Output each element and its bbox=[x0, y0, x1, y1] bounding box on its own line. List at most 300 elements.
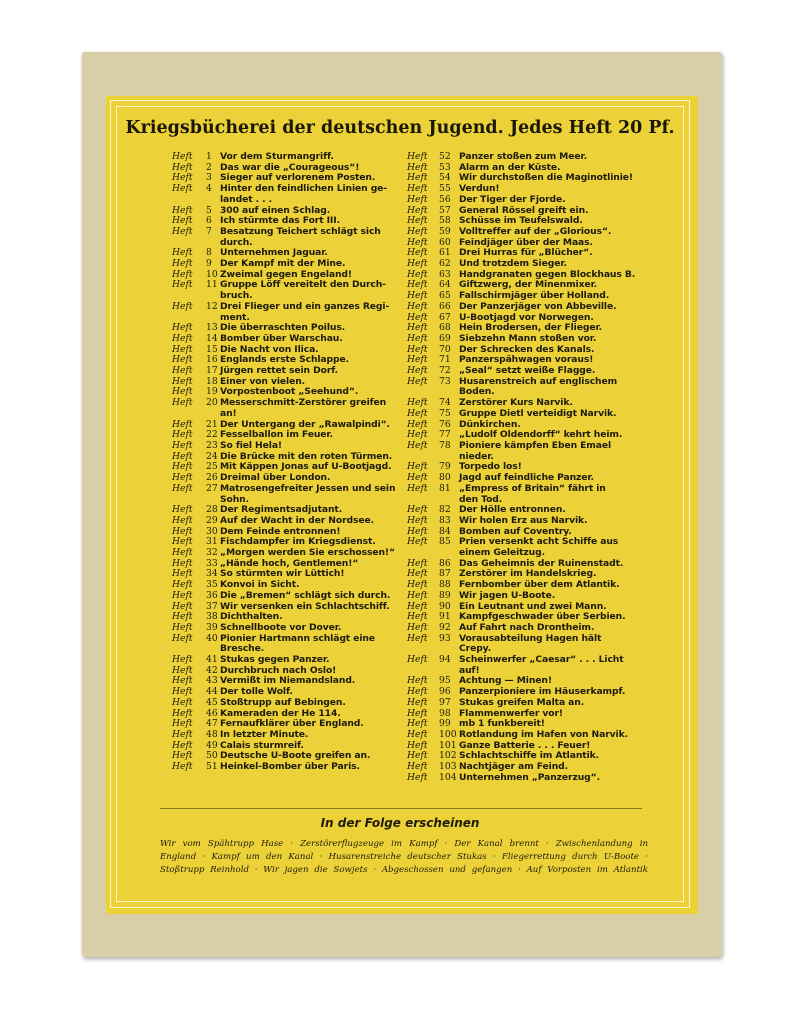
heft-label: Heft bbox=[172, 504, 193, 516]
heft-number: 68 bbox=[439, 322, 451, 334]
heft-label: Heft bbox=[172, 450, 193, 462]
booklet-list-left bbox=[172, 152, 400, 773]
heft-label: Heft bbox=[172, 161, 193, 173]
heft-title: landet . . . bbox=[220, 193, 272, 205]
booklet-entry bbox=[172, 516, 400, 527]
heft-title: „Hände hoch, Gentlemen!“ bbox=[220, 557, 359, 569]
heft-title: bruch. bbox=[220, 290, 253, 302]
heft-title: Pionier Hartmann schlägt eine bbox=[220, 632, 375, 644]
booklet-list-right bbox=[407, 152, 647, 783]
heft-label: Heft bbox=[172, 418, 193, 430]
heft-title: Stoßtrupp auf Bebingen. bbox=[220, 696, 346, 708]
heft-number: 41 bbox=[206, 654, 218, 666]
heft-title: In letzter Minute. bbox=[220, 728, 309, 740]
heft-title: Flammenwerfer vor! bbox=[459, 707, 563, 719]
heft-number: 64 bbox=[439, 279, 451, 291]
heft-title: Zweimal gegen Engeland! bbox=[220, 268, 352, 280]
heft-label: Heft bbox=[172, 172, 193, 184]
heft-title: Drei Flieger und ein ganzes Regi- bbox=[220, 300, 390, 312]
heft-label: Heft bbox=[172, 589, 193, 601]
heft-label: Heft bbox=[407, 654, 428, 666]
heft-title: Nachtjäger am Feind. bbox=[459, 761, 569, 773]
section-divider bbox=[160, 808, 642, 809]
heft-label: Heft bbox=[407, 761, 428, 773]
heft-label: Heft bbox=[407, 365, 428, 377]
heft-number: 8 bbox=[206, 247, 212, 259]
heft-label: Heft bbox=[172, 279, 193, 291]
heft-title: Einer von vielen. bbox=[220, 375, 306, 387]
heft-number: 53 bbox=[439, 161, 451, 173]
heft-title: Dreimal über London. bbox=[220, 472, 331, 484]
heft-title: 300 auf einen Schlag. bbox=[220, 204, 331, 216]
heft-label: Heft bbox=[407, 290, 428, 302]
booklet-entry bbox=[172, 591, 400, 602]
heft-title: Alarm an der Küste. bbox=[459, 161, 561, 173]
heft-title: Der Kampf mit der Mine. bbox=[220, 258, 346, 270]
heft-number: 23 bbox=[206, 439, 218, 451]
heft-number: 56 bbox=[439, 193, 451, 205]
heft-label bbox=[172, 195, 206, 206]
heft-number: 77 bbox=[439, 429, 451, 441]
heft-number: 88 bbox=[439, 579, 451, 591]
heft-number: 32 bbox=[206, 547, 218, 559]
heft-title: Panzer stoßen zum Meer. bbox=[459, 151, 587, 162]
heft-label: Heft bbox=[407, 343, 428, 355]
booklet-entry bbox=[407, 516, 647, 527]
heft-title: Bomben auf Coventry. bbox=[459, 525, 572, 537]
booklet-entry bbox=[407, 484, 647, 495]
heft-label: Heft bbox=[407, 750, 428, 762]
heft-label: Heft bbox=[407, 525, 428, 537]
heft-title: Pioniere kämpfen Eben Emael bbox=[459, 439, 612, 451]
heft-number: 79 bbox=[439, 461, 451, 473]
heft-number: 18 bbox=[206, 375, 218, 387]
heft-number: 9 bbox=[206, 258, 212, 270]
heft-label: Heft bbox=[407, 247, 428, 259]
heft-title: Bresche. bbox=[220, 643, 265, 655]
heft-number: 93 bbox=[439, 632, 451, 644]
heft-title: Das war die „Courageous“! bbox=[220, 161, 360, 173]
heft-title: Matrosengefreiter Jessen und sein bbox=[220, 482, 396, 494]
heft-number: 19 bbox=[206, 386, 218, 398]
heft-label: Heft bbox=[407, 258, 428, 270]
heft-number: 46 bbox=[206, 707, 218, 719]
heft-label: Heft bbox=[407, 482, 428, 494]
heft-label: Heft bbox=[172, 461, 193, 473]
heft-title: Sohn. bbox=[220, 493, 250, 505]
heft-title: Und trotzdem Sieger. bbox=[459, 258, 567, 270]
heft-title: Feindjäger über der Maas. bbox=[459, 236, 593, 248]
heft-title: Verdun! bbox=[459, 183, 500, 195]
heft-number: 34 bbox=[206, 568, 218, 580]
heft-label: Heft bbox=[407, 739, 428, 751]
heft-label: Heft bbox=[407, 279, 428, 291]
heft-title: Schüsse im Teufelswald. bbox=[459, 215, 583, 227]
heft-number: 58 bbox=[439, 215, 451, 227]
heft-title: Deutsche U-Boote greifen an. bbox=[220, 750, 371, 762]
heft-label: Heft bbox=[172, 664, 193, 676]
heft-title: Das Geheimnis der Ruinenstadt. bbox=[459, 557, 624, 569]
heft-title: Vorpostenboot „Seehund“. bbox=[220, 386, 359, 398]
heft-title: Kampfgeschwader über Serbien. bbox=[459, 611, 626, 623]
heft-title: So fiel Hela! bbox=[220, 439, 283, 451]
heft-label: Heft bbox=[172, 761, 193, 773]
heft-label: Heft bbox=[172, 600, 193, 612]
heft-title: Wir versenken ein Schlachtschiff. bbox=[220, 600, 390, 612]
heft-number: 71 bbox=[439, 354, 451, 366]
heft-number: 43 bbox=[206, 675, 218, 687]
heft-title: Dichthalten. bbox=[220, 611, 283, 623]
heft-label: Heft bbox=[172, 215, 193, 227]
heft-label: Heft bbox=[407, 268, 428, 280]
heft-title: General Rössel greift ein. bbox=[459, 204, 589, 216]
heft-number: 62 bbox=[439, 258, 451, 270]
heft-title: Auf der Wacht in der Nordsee. bbox=[220, 514, 375, 526]
heft-label: Heft bbox=[407, 172, 428, 184]
heft-title: den Tod. bbox=[459, 493, 503, 505]
heft-title: Vorausabteilung Hagen hält bbox=[459, 632, 602, 644]
heft-number: 60 bbox=[439, 236, 451, 248]
heft-label: Heft bbox=[407, 215, 428, 227]
heft-number: 99 bbox=[439, 718, 451, 730]
heft-label: Heft bbox=[172, 225, 193, 237]
booklet-entry bbox=[407, 409, 647, 420]
heft-title: Jagd auf feindliche Panzer. bbox=[459, 472, 594, 484]
heft-label: Heft bbox=[407, 472, 428, 484]
heft-title: Der Panzerjäger von Abbeville. bbox=[459, 300, 617, 312]
heft-number: 61 bbox=[439, 247, 451, 259]
heft-number: 90 bbox=[439, 600, 451, 612]
heft-title: Der Regimentsadjutant. bbox=[220, 504, 343, 516]
heft-label: Heft bbox=[407, 718, 428, 730]
heft-number: 31 bbox=[206, 536, 218, 548]
heft-title: Prien versenkt acht Schiffe aus bbox=[459, 536, 619, 548]
booklet-entry bbox=[172, 484, 400, 495]
heft-label: Heft bbox=[407, 675, 428, 687]
heft-number: 52 bbox=[439, 151, 451, 162]
heft-label: Heft bbox=[172, 354, 193, 366]
heft-label: Heft bbox=[407, 621, 428, 633]
heft-label: Heft bbox=[407, 193, 428, 205]
heft-title: Wir jagen U-Boote. bbox=[459, 589, 556, 601]
upcoming-line: Wir vom Spähtrupp Hase · Zerstörerflugzeuge im Kampf · Der Kanal brennt · Zwischenlandung in bbox=[160, 839, 648, 849]
heft-number: 13 bbox=[206, 322, 218, 334]
booklet-entry bbox=[407, 773, 647, 784]
heft-number: 44 bbox=[206, 686, 218, 698]
heft-number: 29 bbox=[206, 514, 218, 526]
heft-title: Gruppe Löff vereitelt den Durch- bbox=[220, 279, 386, 291]
heft-title: Vor dem Sturmangriff. bbox=[220, 151, 334, 162]
heft-label: Heft bbox=[407, 728, 428, 740]
heft-label: Heft bbox=[172, 397, 193, 409]
heft-title: Messerschmitt-Zerstörer greifen an! bbox=[220, 397, 387, 419]
heft-title: Volltreffer auf der „Glorious“. bbox=[459, 225, 612, 237]
heft-label: Heft bbox=[172, 322, 193, 334]
heft-number: 96 bbox=[439, 686, 451, 698]
heft-label: Heft bbox=[407, 439, 428, 451]
heft-label: Heft bbox=[172, 536, 193, 548]
heft-number: 27 bbox=[206, 482, 218, 494]
heft-number: 30 bbox=[206, 525, 218, 537]
heft-label: Heft bbox=[407, 568, 428, 580]
heft-label: Heft bbox=[172, 675, 193, 687]
heft-number: 7 bbox=[206, 225, 212, 237]
heft-number: 59 bbox=[439, 225, 451, 237]
heft-number: 74 bbox=[439, 397, 451, 409]
heft-title: Fischdampfer im Kriegsdienst. bbox=[220, 536, 376, 548]
heft-title: Durchbruch nach Oslo! bbox=[220, 664, 337, 676]
heft-number: 38 bbox=[206, 611, 218, 623]
heft-number: 97 bbox=[439, 696, 451, 708]
heft-title: Vermißt im Niemandsland. bbox=[220, 675, 356, 687]
heft-title: Ganze Batterie . . . Feuer! bbox=[459, 739, 591, 751]
heft-label: Heft bbox=[172, 247, 193, 259]
heft-number: 66 bbox=[439, 300, 451, 312]
heft-title: Panzerspähwagen voraus! bbox=[459, 354, 594, 366]
heft-number: 51 bbox=[206, 761, 218, 773]
heft-label: Heft bbox=[407, 418, 428, 430]
heft-title: Heinkel-Bomber über Paris. bbox=[220, 761, 360, 773]
heft-title: Panzerpioniere im Häuserkampf. bbox=[459, 686, 626, 698]
heft-number: 1 bbox=[206, 151, 212, 162]
upcoming-heading: In der Folge erscheinen bbox=[320, 816, 480, 830]
heft-title: Ich stürmte das Fort III. bbox=[220, 215, 340, 227]
heft-label: Heft bbox=[407, 632, 428, 644]
heft-label: Heft bbox=[407, 557, 428, 569]
booklet-entry bbox=[407, 302, 647, 313]
heft-number: 28 bbox=[206, 504, 218, 516]
heft-title: Englands erste Schlappe. bbox=[220, 354, 350, 366]
booklet-entry bbox=[172, 762, 400, 773]
heft-label: Heft bbox=[407, 204, 428, 216]
heft-number: 11 bbox=[206, 279, 218, 291]
heft-number: 22 bbox=[206, 429, 218, 441]
heft-title: Scheinwerfer „Caesar“ . . . Licht auf! bbox=[459, 654, 624, 676]
heft-label: Heft bbox=[172, 183, 193, 195]
heft-number: 76 bbox=[439, 418, 451, 430]
heft-number: 94 bbox=[439, 654, 451, 666]
heft-number: 48 bbox=[206, 728, 218, 740]
heft-title: Schnellboote vor Dover. bbox=[220, 621, 342, 633]
heft-title: Stukas gegen Panzer. bbox=[220, 654, 330, 666]
heft-label: Heft bbox=[172, 686, 193, 698]
upcoming-line: Stoßtrupp Reinhold · Wir jagen die Sowjets · Abgeschossen und gefangen · Auf Vorposten im Atlantik bbox=[160, 865, 648, 875]
heft-label: Heft bbox=[172, 728, 193, 740]
heft-number: 86 bbox=[439, 557, 451, 569]
heft-number: 67 bbox=[439, 311, 451, 323]
heft-number: 5 bbox=[206, 204, 212, 216]
heft-number: 39 bbox=[206, 621, 218, 633]
heft-number: 33 bbox=[206, 557, 218, 569]
heft-title: Auf Fahrt nach Drontheim. bbox=[459, 621, 595, 633]
heft-label: Heft bbox=[172, 739, 193, 751]
heft-number: 69 bbox=[439, 332, 451, 344]
heft-title: Drei Hurras für „Blücher“. bbox=[459, 247, 593, 259]
heft-title: Mit Käppen Jonas auf U-Bootjagd. bbox=[220, 461, 392, 473]
heft-number: 78 bbox=[439, 439, 451, 451]
heft-number: 24 bbox=[206, 450, 218, 462]
heft-label: Heft bbox=[172, 557, 193, 569]
heft-number: 102 bbox=[439, 750, 457, 762]
heft-label: Heft bbox=[407, 183, 428, 195]
heft-title: Zerstörer im Handelskrieg. bbox=[459, 568, 597, 580]
heft-title: Die Nacht von Ilica. bbox=[220, 343, 319, 355]
heft-label: Heft bbox=[172, 375, 193, 387]
heft-title: mb 1 funkbereit! bbox=[459, 718, 545, 730]
heft-title: Handgranaten gegen Blockhaus B. bbox=[459, 268, 636, 280]
heft-number: 101 bbox=[439, 739, 457, 751]
heft-title: nieder. bbox=[459, 450, 494, 462]
heft-title: Bomber über Warschau. bbox=[220, 332, 343, 344]
heft-number: 15 bbox=[206, 343, 218, 355]
heft-title: Torpedo los! bbox=[459, 461, 522, 473]
booklet-entry bbox=[407, 634, 647, 645]
booklet-entry bbox=[407, 441, 647, 452]
heft-label: Heft bbox=[407, 589, 428, 601]
heft-title: U-Bootjagd vor Norwegen. bbox=[459, 311, 594, 323]
heft-number: 70 bbox=[439, 343, 451, 355]
heft-number: 57 bbox=[439, 204, 451, 216]
heft-label: Heft bbox=[172, 439, 193, 451]
heft-title: Rotlandung im Hafen von Narvik. bbox=[459, 728, 628, 740]
heft-title: „Morgen werden Sie erschossen!“ bbox=[220, 547, 395, 559]
heft-number: 45 bbox=[206, 696, 218, 708]
booklet-entry bbox=[172, 398, 400, 419]
heft-label: Heft bbox=[407, 397, 428, 409]
heft-label: Heft bbox=[172, 654, 193, 666]
heft-title: Der Tiger der Fjorde. bbox=[459, 193, 566, 205]
heft-number: 3 bbox=[206, 172, 212, 184]
heft-number: 80 bbox=[439, 472, 451, 484]
heft-title: Die überraschten Poilus. bbox=[220, 322, 346, 334]
heft-label: Heft bbox=[407, 611, 428, 623]
booklet-entry bbox=[172, 280, 400, 291]
booklet-entry bbox=[172, 302, 400, 313]
heft-title: Ein Leutnant und zwei Mann. bbox=[459, 600, 607, 612]
booklet-entry bbox=[172, 184, 400, 195]
heft-number: 75 bbox=[439, 407, 451, 419]
booklet-entry bbox=[407, 655, 647, 676]
heft-number: 47 bbox=[206, 718, 218, 730]
heft-number: 89 bbox=[439, 589, 451, 601]
booklet-entry bbox=[407, 195, 647, 206]
heft-title: Der Schrecken des Kanals. bbox=[459, 343, 595, 355]
heft-number: 26 bbox=[206, 472, 218, 484]
booklet-entry bbox=[407, 591, 647, 602]
heft-number: 12 bbox=[206, 300, 218, 312]
heft-number: 54 bbox=[439, 172, 451, 184]
heft-title: Dem Feinde entronnen! bbox=[220, 525, 341, 537]
upcoming-line: England · Kampf um den Kanal · Husarenstreiche deutscher Stukas · Fliegerrettung durch U-Boote · bbox=[160, 852, 648, 862]
heft-number: 42 bbox=[206, 664, 218, 676]
heft-label: Heft bbox=[172, 568, 193, 580]
heft-number: 98 bbox=[439, 707, 451, 719]
heft-number: 95 bbox=[439, 675, 451, 687]
heft-number: 17 bbox=[206, 365, 218, 377]
heft-number: 50 bbox=[206, 750, 218, 762]
heft-label: Heft bbox=[407, 354, 428, 366]
heft-number: 49 bbox=[206, 739, 218, 751]
heft-number: 72 bbox=[439, 365, 451, 377]
heft-label: Heft bbox=[172, 204, 193, 216]
heft-label: Heft bbox=[172, 429, 193, 441]
heft-label: Heft bbox=[172, 611, 193, 623]
heft-label: Heft bbox=[172, 525, 193, 537]
heft-title: Zerstörer Kurs Narvik. bbox=[459, 397, 573, 409]
heft-title: Giftzwerg, der Minenmixer. bbox=[459, 279, 598, 291]
heft-number: 2 bbox=[206, 161, 212, 173]
heft-title: Fesselballon im Feuer. bbox=[220, 429, 333, 441]
heft-title: Sieger auf verlorenem Posten. bbox=[220, 172, 376, 184]
heft-label: Heft bbox=[172, 482, 193, 494]
heft-number: 36 bbox=[206, 589, 218, 601]
heft-title: Wir durchstoßen die Maginotlinie! bbox=[459, 172, 633, 184]
heft-number: 65 bbox=[439, 290, 451, 302]
booklet-entry bbox=[407, 377, 647, 388]
heft-title: Der Untergang der „Rawalpindi“. bbox=[220, 418, 390, 430]
heft-label: Heft bbox=[172, 472, 193, 484]
heft-title: Die Brücke mit den roten Türmen. bbox=[220, 450, 393, 462]
heft-label: Heft bbox=[407, 161, 428, 173]
heft-title: Fernaufklärer über England. bbox=[220, 718, 364, 730]
heft-label: Heft bbox=[407, 504, 428, 516]
heft-title: Schlachtschiffe im Atlantik. bbox=[459, 750, 600, 762]
heft-title: Konvoi in Sicht. bbox=[220, 579, 300, 591]
heft-number: 87 bbox=[439, 568, 451, 580]
heft-label: Heft bbox=[172, 514, 193, 526]
heft-number: 37 bbox=[206, 600, 218, 612]
heft-label: Heft bbox=[172, 343, 193, 355]
heft-title: Dünkirchen. bbox=[459, 418, 521, 430]
heft-number: 20 bbox=[206, 397, 218, 409]
heft-label: Heft bbox=[407, 600, 428, 612]
booklet-entry bbox=[172, 634, 400, 645]
heft-number: 82 bbox=[439, 504, 451, 516]
heft-label: Heft bbox=[172, 621, 193, 633]
heft-label: Heft bbox=[172, 268, 193, 280]
heft-title: Achtung — Minen! bbox=[459, 675, 552, 687]
heft-label: Heft bbox=[407, 225, 428, 237]
heft-label: Heft bbox=[407, 429, 428, 441]
heft-title: Hinter den feindlichen Linien ge- bbox=[220, 183, 388, 195]
heft-label: Heft bbox=[172, 579, 193, 591]
heft-title: Siebzehn Mann stoßen vor. bbox=[459, 332, 597, 344]
heft-number: 63 bbox=[439, 268, 451, 280]
heft-label: Heft bbox=[172, 696, 193, 708]
heft-label: Heft bbox=[172, 718, 193, 730]
heft-title: Unternehmen Jaguar. bbox=[220, 247, 328, 259]
heft-label: Heft bbox=[407, 332, 428, 344]
heft-title: Unternehmen „Panzerzug“. bbox=[459, 771, 600, 783]
heft-number: 55 bbox=[439, 183, 451, 195]
booklet-entry bbox=[172, 227, 400, 238]
heft-number: 14 bbox=[206, 332, 218, 344]
booklet-entry bbox=[172, 698, 400, 709]
heft-number: 103 bbox=[439, 761, 457, 773]
heft-number: 40 bbox=[206, 632, 218, 644]
heft-number: 91 bbox=[439, 611, 451, 623]
heft-title: Husarenstreich auf englischem bbox=[459, 375, 618, 387]
heft-title: Der Hölle entronnen. bbox=[459, 504, 566, 516]
heft-number: 6 bbox=[206, 215, 212, 227]
heft-title: Der tolle Wolf. bbox=[220, 686, 293, 698]
heft-title: Wir holen Erz aus Narvik. bbox=[459, 514, 588, 526]
heft-number bbox=[206, 195, 220, 206]
heft-number: 35 bbox=[206, 579, 218, 591]
heft-number: 83 bbox=[439, 514, 451, 526]
heft-label: Heft bbox=[172, 547, 193, 559]
heft-label: Heft bbox=[407, 514, 428, 526]
